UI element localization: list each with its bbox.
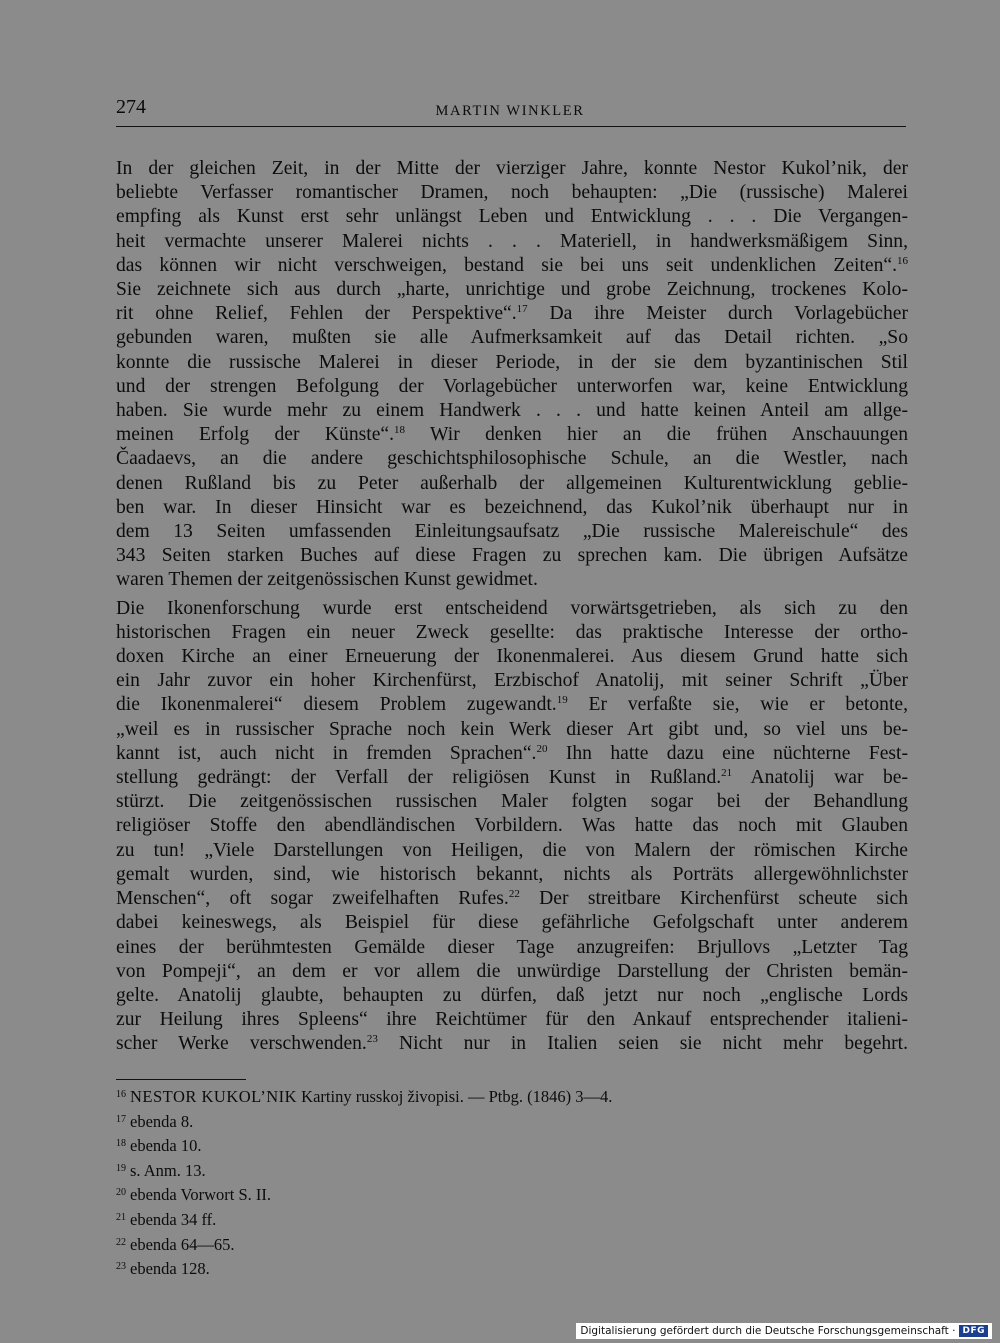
text-line: heit vermachte unserer Malerei nichts . . . Materiell, in handwerksmäßigem Sinn, xyxy=(116,230,908,252)
text-line: die Ikonenmalerei“ diesem Problem zugewandt.$^{19}$ Er verfaßte sie, wie er betonte, xyxy=(116,694,908,716)
credit-text: Digitalisierung gefördert durch die Deutsche Forschungsgemeinschaft · xyxy=(580,1325,956,1337)
footnote-ref: 16 xyxy=(897,254,908,267)
text-line: Die Ikonenforschung wurde erst entscheidend vorwärtsgetrieben, als sich zu den xyxy=(116,597,908,619)
footnote: $^{22}$ ebenda 64—65. xyxy=(116,1234,235,1254)
text-line: rit ohne Relief, Fehlen der Perspektive“.$^{17}$ Da ihre Meister durch Vorlagebücher xyxy=(116,303,908,325)
text-line: 343 Seiten starken Buches auf diese Fragen zu sprechen kam. Die übrigen Aufsätze xyxy=(116,545,908,567)
dfg-credit-banner xyxy=(576,1323,992,1339)
text-line: waren Themen der zeitgenössischen Kunst gewidmet. xyxy=(116,569,538,591)
footnote-ref: 23 xyxy=(366,1033,378,1046)
text-line: dem 13 Seiten umfassenden Einleitungsaufsatz „Die russische Malereischule“ des xyxy=(116,521,908,543)
footnotes xyxy=(116,1085,816,1282)
text-line: historischen Fragen ein neuer Zweck gesellte: das praktische Interesse der ortho- xyxy=(116,621,908,643)
text-line: dabei keineswegs, als Beispiel für diese gefährliche Gefolgschaft unter anderem xyxy=(116,912,908,934)
paragraph-1 xyxy=(116,157,908,593)
text-line: beliebte Verfasser romantischer Dramen, noch behaupten: „Die (russische) Malerei xyxy=(116,182,908,204)
text-line: meinen Erfolg der Künste“.$^{18}$ Wir denken hier an die frühen Anschauungen xyxy=(116,424,909,446)
text-line: gelte. Anatolij glaubte, behaupten zu dürfen, daß jetzt nur noch „englische Lords xyxy=(116,984,908,1006)
text-line: eines der berühmtesten Gemälde dieser Tage anzugreifen: Brjullovs „Letzter Tag xyxy=(116,936,908,958)
footnote-ref: 18 xyxy=(394,424,406,437)
text-line: zur Heilung ihres Spleens“ ihre Reichtümer für den Ankauf entsprechender italieni- xyxy=(116,1009,908,1031)
text-line: denen Rußland bis zu Peter außerhalb der allgemeinen Kulturentwicklung geblie- xyxy=(116,472,908,494)
footnote: $^{17}$ ebenda 8. xyxy=(116,1111,194,1131)
body-text xyxy=(116,157,908,1057)
footnote-ref: 17 xyxy=(516,303,528,316)
text-line: empfing als Kunst erst sehr unlängst Leben und Entwicklung . . . Die Vergangen- xyxy=(116,206,908,228)
text-line: Menschen“, oft sogar zweifelhaften Rufes.$^{22}$ Der streitbare Kirchenfürst scheute sich xyxy=(116,888,908,910)
text-line: religiöser Stoffe den abendländischen Vorbildern. Was hatte das noch mit Glauben xyxy=(116,815,908,837)
dfg-logo-icon: DFG xyxy=(959,1325,988,1337)
text-line: Čaadaevs, an die andere geschichtsphilosophische Schule, an die Westler, nach xyxy=(116,448,908,470)
footnote: $^{18}$ ebenda 10. xyxy=(116,1136,202,1156)
page-number: 274 xyxy=(116,96,146,118)
footnote-ref: 21 xyxy=(721,767,733,780)
text-line: gebunden waren, mußten sie alle Aufmerksamkeit auf das Detail richten. „So xyxy=(116,327,908,349)
header-rule xyxy=(116,126,906,127)
text-line: kannt ist, auch nicht in fremden Sprachen“.$^{20}$ Ihn hatte dazu eine nüchterne Fest- xyxy=(116,742,908,764)
text-line: ben war. In dieser Hinsicht war es bezeichnend, das Kukol’nik überhaupt nur in xyxy=(116,496,908,518)
footnote-rule xyxy=(116,1079,246,1080)
footnote: $^{19}$ s. Anm. 13. xyxy=(116,1160,206,1180)
text-line: In der gleichen Zeit, in der Mitte der vierziger Jahre, konnte Nestor Kukol’nik, der xyxy=(116,158,908,179)
footnote: $^{21}$ ebenda 34 ff. xyxy=(116,1209,217,1229)
text-line: stellung gedrängt: der Verfall der religiösen Kunst in Rußland.$^{21}$ Anatolij war be- xyxy=(116,767,908,789)
text-line: gemalt wurden, sind, wie historisch bekannt, nichts als Porträts allergewöhnlichster xyxy=(116,863,908,885)
text-line: von Pompeji“, an dem er vor allem die unwürdige Darstellung der Christen bemän- xyxy=(116,960,908,982)
paragraph-2 xyxy=(116,597,908,1057)
text-line: scher Werke verschwenden.$^{23}$ Nicht nur in Italien seien sie nicht mehr begehrt. xyxy=(116,1033,908,1055)
footnote: $^{23}$ ebenda 128. xyxy=(116,1259,210,1279)
text-line: „weil es in russischer Sprache noch kein Werk dieser Art gibt und, so viel uns be- xyxy=(116,718,908,740)
text-line: zu tun! „Viele Darstellungen von Heiligen, die von Malern der römischen Kirche xyxy=(116,839,908,861)
footnote-ref: 19 xyxy=(556,694,568,707)
footnote: $^{20}$ ebenda Vorwort S. II. xyxy=(116,1185,271,1205)
footnote: $^{16}$ NESTOR KUKOL’NIK Kartiny russkoj živopisi. — Ptbg. (1846) 3—4. xyxy=(116,1087,613,1106)
text-line: Sie zeichnete sich aus durch „harte, unrichtige und grobe Zeichnung, trockenes Kolo- xyxy=(116,279,908,301)
text-line: und der strengen Befolgung der Vorlagebücher unterworfen war, keine Entwicklung xyxy=(116,375,908,397)
text-line: stürzt. Die zeitgenössischen russischen Maler folgten sogar bei der Behandlung xyxy=(116,791,908,813)
text-line: konnte die russische Malerei in dieser Periode, in der sie dem byzantinischen Stil xyxy=(116,351,908,373)
text-line: doxen Kirche an einer Erneuerung der Ikonenmalerei. Aus diesem Grund hatte sich xyxy=(116,646,908,668)
text-line: haben. Sie wurde mehr zu einem Handwerk . . . und hatte keinen Anteil am allge- xyxy=(116,400,908,422)
footnote-ref: 22 xyxy=(508,888,520,901)
running-head: MARTIN WINKLER xyxy=(435,103,585,119)
footnote-ref: 20 xyxy=(536,742,548,755)
text-line: ein Jahr zuvor ein hoher Kirchenfürst, Erzbischof Anatolij, mit seiner Schrift „Über xyxy=(116,670,908,692)
text-line: das können wir nicht verschweigen, bestand sie bei uns seit undenklichen Zeiten“.$^{16}$ xyxy=(116,254,908,276)
